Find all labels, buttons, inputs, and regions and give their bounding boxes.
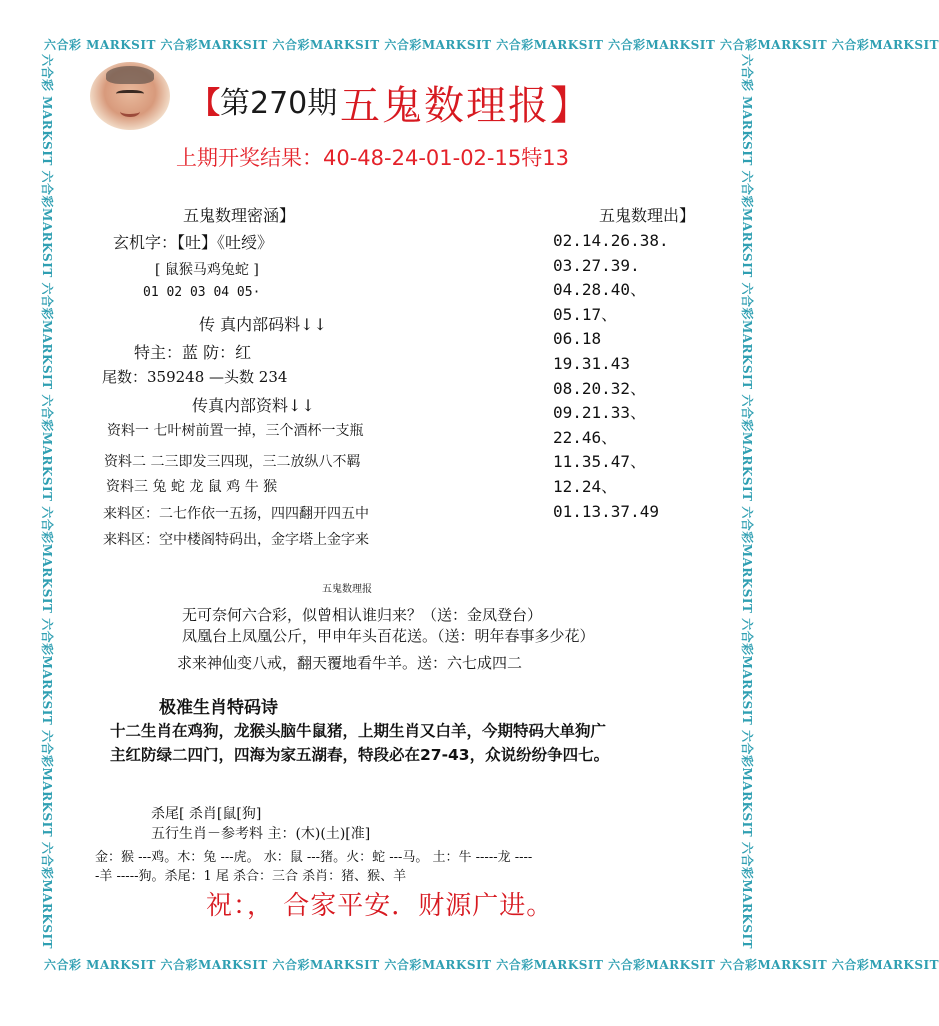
number-group: 04.28.40、 <box>553 280 647 300</box>
number-group: 02.14.26.38. <box>553 231 669 250</box>
mystery-word: 玄机字：【吐】《吐绶》 <box>113 233 274 252</box>
incoming-2: 来料区：空中楼阁特码出，金字塔上金字来 <box>103 532 369 548</box>
material-2: 资料二 二三即发三四现，三二放纵八不羁 <box>104 454 361 470</box>
kill-line: 杀尾[ 杀肖[鼠[狗] <box>151 806 262 822</box>
zodiac-list: [ 鼠猴马鸡兔蛇 ] <box>155 262 259 278</box>
number-group: 08.20.32、 <box>553 378 647 398</box>
last-result: 上期开奖结果：40-48-24-01-02-15特13 <box>176 146 569 170</box>
fax-heading-2: 传真内部资料↓↓ <box>192 396 315 415</box>
material-1: 资料一 七叶树前置一掉，三个酒杯一支瓶 <box>107 423 364 439</box>
portrait-image <box>90 62 170 130</box>
number-group: 03.27.39. <box>553 255 640 275</box>
five-elements-line: 五行生肖－参考料 主：(木)(土)[准] <box>151 826 371 842</box>
number-group: 09.21.33、 <box>553 403 647 423</box>
poem-heading: 极准生肖特码诗 <box>159 698 278 718</box>
number-list: 01 02 03 04 05· <box>143 285 261 300</box>
issue-number <box>190 78 337 122</box>
blessing: 祝：， 合家平安．财源广进。 <box>206 891 554 921</box>
poem-line-1: 十二生肖在鸡狗，龙猴头脑牛鼠猪，上期生肖又白羊，今期特码大单狗广 <box>110 722 607 740</box>
number-group: 19.31.43 <box>553 353 631 373</box>
number-group: 22.46、 <box>553 427 618 447</box>
border-right-text: 六合彩 MARKSIT 六合彩MARKSIT 六合彩MARKSIT 六合彩MARKSIT 六合彩MARKSIT 六合彩MARKSIT 六合彩MARKSIT 六合彩MARKSIT <box>740 54 754 950</box>
border-bottom: 六合彩 MARKSIT 六合彩MARKSIT 六合彩MARKSIT 六合彩MARKSIT 六合彩MARKSIT 六合彩MARKSIT 六合彩MARKSIT 六合彩MARKSIT <box>44 958 939 972</box>
number-group: 06.18 <box>553 329 602 349</box>
bracket-left: 【 <box>190 86 220 121</box>
number-group: 05.17、 <box>553 304 618 324</box>
border-left <box>42 54 60 954</box>
verse-small-title: 五鬼数理报 <box>322 584 372 595</box>
verse-line-1: 无可奈何六合彩，似曾相认谁归来？（送：金凤登台） <box>182 606 543 624</box>
fax-heading-1: 传 真内部码料↓↓ <box>199 315 327 334</box>
number-group: 11.35.47、 <box>553 452 647 472</box>
number-group: 12.24、 <box>553 476 618 496</box>
material-3: 资料三 兔 蛇 龙 鼠 鸡 牛 猴 <box>106 479 278 495</box>
incoming-1: 来料区：二七作依一五扬，四四翻开四五中 <box>103 506 369 522</box>
verse-line-3: 求来神仙变八戒，翻天覆地看牛羊。送：六七成四二 <box>177 654 523 672</box>
issue-label: 第270期 <box>220 86 338 121</box>
portrait-hair <box>106 66 154 84</box>
title-text: 五鬼数理报 <box>340 83 550 129</box>
border-right <box>742 54 760 954</box>
tail-numbers: 尾数：359248 —头数 234 <box>102 368 288 386</box>
elements-line-2: -羊 -----狗。杀尾：1 尾 杀合：三合 杀肖：猪、猴、羊 <box>95 869 407 884</box>
page-title <box>340 74 592 131</box>
elements-line-1: 金：猴 ---鸡。木：兔 ---虎。 水：鼠 ---猪。火：蛇 ---马。 土：牛 -----龙 ---- <box>95 850 533 865</box>
number-group: 01.13.37.49 <box>553 501 659 521</box>
verse-line-2: 凤凰台上凤凰公斤，甲申年头百花送。（送：明年春事多少花） <box>182 627 595 645</box>
border-left-text: 六合彩 MARKSIT 六合彩MARKSIT 六合彩MARKSIT 六合彩MARKSIT 六合彩MARKSIT 六合彩MARKSIT 六合彩MARKSIT 六合彩MARKSIT <box>40 54 54 950</box>
border-top: 六合彩 MARKSIT 六合彩MARKSIT 六合彩MARKSIT 六合彩MARKSIT 六合彩MARKSIT 六合彩MARKSIT 六合彩MARKSIT 六合彩MARKSIT <box>44 38 939 52</box>
number-group-list <box>553 229 669 524</box>
special-color: 特主：蓝 防：红 <box>134 343 252 362</box>
bracket-right: 】 <box>550 83 592 129</box>
poem-line-2: 主红防绿二四门，四海为家五湖春，特段必在27-43，众说纷纷争四七。 <box>110 746 610 764</box>
portrait-mouth <box>120 106 140 117</box>
portrait-eyes <box>116 90 144 99</box>
left-heading: 五鬼数理密涵】 <box>183 206 296 225</box>
right-heading: 五鬼数理出】 <box>599 206 696 225</box>
